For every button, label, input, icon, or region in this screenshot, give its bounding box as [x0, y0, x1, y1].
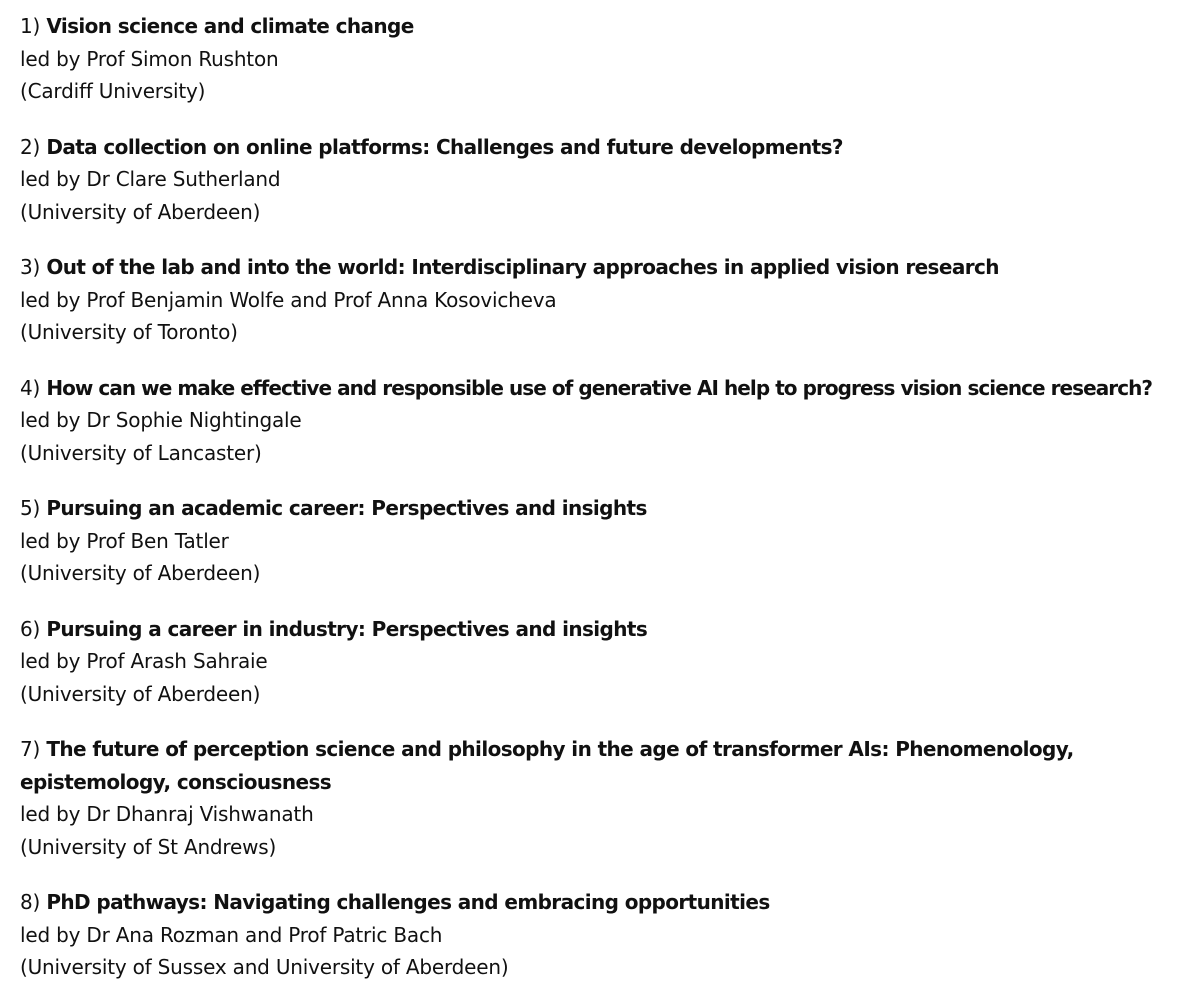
session-affiliation: (University of Aberdeen) [20, 681, 261, 706]
session-leader: led by Prof Benjamin Wolfe and Prof Anna Kosovicheva [20, 287, 557, 312]
session-affiliation: (University of Aberdeen) [20, 199, 261, 224]
session-leader: led by Prof Simon Rushton [20, 46, 279, 71]
session-affiliation: (University of Sussex and University of Aberdeen) [20, 955, 509, 979]
session-number: 5) [20, 496, 41, 520]
list-item [20, 886, 1198, 984]
session-number: 6) [20, 616, 41, 641]
session-affiliation: (University of St Andrews) [20, 834, 277, 859]
session-heading [20, 372, 1198, 405]
session-leader: led by Dr Ana Rozman and Prof Patric Bach [20, 922, 443, 947]
session-title: Out of the lab and into the world: Interdisciplinary approaches in applied vision research [46, 255, 999, 279]
session-number: 8) [20, 890, 41, 914]
session-affiliation: (University of Lancaster) [20, 440, 262, 465]
list-item [20, 613, 1198, 711]
session-number: 3) [20, 255, 41, 279]
session-heading [20, 886, 1198, 919]
list-item [20, 733, 1198, 863]
session-leader: led by Dr Dhanraj Vishwanath [20, 802, 314, 826]
session-heading [20, 733, 1198, 798]
list-item [20, 251, 1198, 349]
session-heading [20, 251, 1198, 284]
session-title: PhD pathways: Navigating challenges and embracing opportunities [46, 890, 770, 914]
session-number: 4) [20, 375, 41, 400]
session-number: 7) [20, 737, 41, 761]
list-item [20, 492, 1198, 590]
session-title: Pursuing an academic career: Perspectives and insights [46, 496, 647, 520]
session-leader: led by Dr Sophie Nightingale [20, 408, 302, 432]
session-title: Data collection on online platforms: Challenges and future developments? [46, 134, 843, 159]
session-heading [20, 10, 1198, 43]
session-title: The future of perception science and philosophy in the age of transformer AIs: Phenomenology, epistemology, consciousness [20, 737, 1074, 794]
session-heading [20, 492, 1198, 525]
session-leader: led by Prof Arash Sahraie [20, 649, 268, 673]
list-item [20, 131, 1198, 229]
session-heading [20, 613, 1198, 646]
session-heading [20, 131, 1198, 164]
list-item [20, 10, 1198, 108]
session-leader: led by Prof Ben Tatler [20, 528, 229, 553]
session-title: Pursuing a career in industry: Perspectives and insights [46, 616, 648, 641]
session-affiliation: (University of Aberdeen) [20, 561, 261, 585]
session-title: How can we make effective and responsible use of generative AI help to progress vision science research? [46, 375, 1153, 400]
session-number: 2) [20, 134, 41, 159]
session-list [20, 10, 1198, 1007]
session-leader: led by Dr Clare Sutherland [20, 167, 281, 191]
session-affiliation: (University of Toronto) [20, 320, 238, 344]
list-item [20, 372, 1198, 470]
session-affiliation: (Cardiff University) [20, 79, 206, 103]
session-title: Vision science and climate change [46, 14, 414, 38]
session-number: 1) [20, 14, 41, 38]
